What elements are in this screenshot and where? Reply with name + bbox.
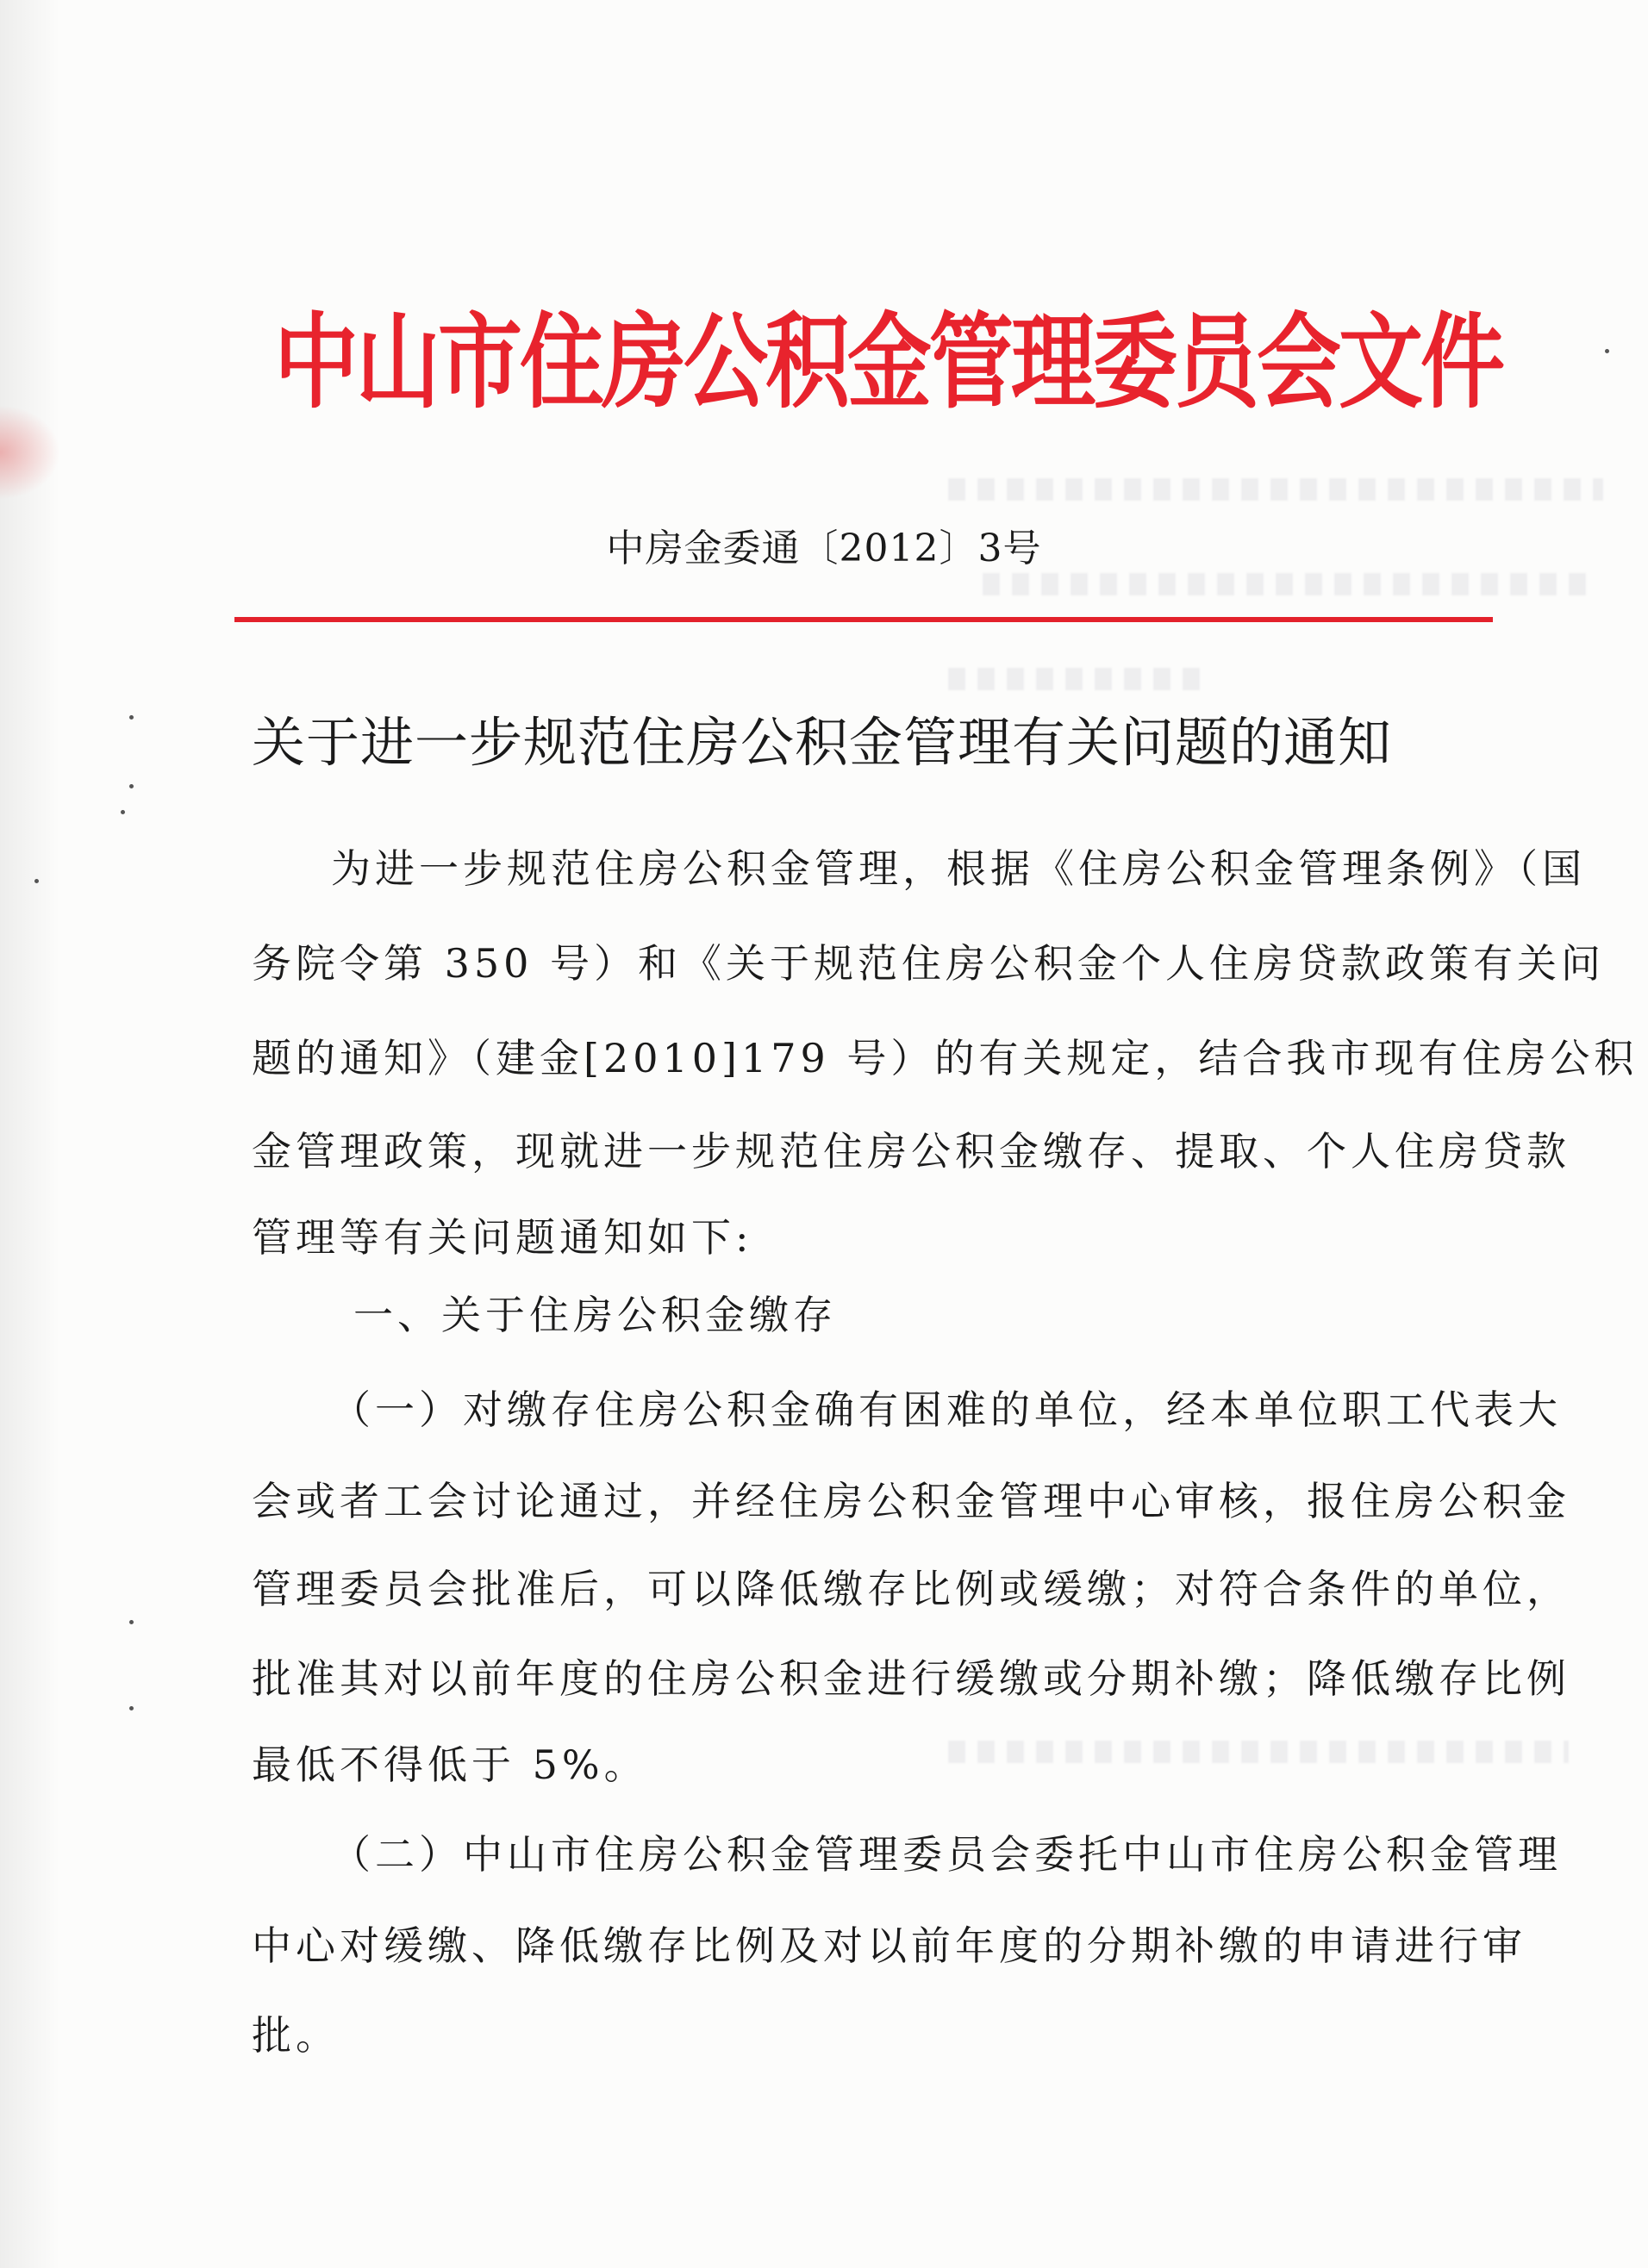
body-line: （二）中山市住房公积金管理委员会委托中山市住房公积金管理 [331, 1831, 1562, 1878]
bleed-through-mark [948, 1741, 1569, 1763]
red-ink-smudge [0, 405, 60, 500]
issuing-authority-header: 中山市住房公积金管理委员会文件 [274, 302, 1503, 423]
scan-edge-shadow [0, 0, 60, 2268]
body-line: 管理等有关问题通知如下: [252, 1214, 753, 1261]
body-line: 务院令第 350 号）和《关于规范住房公积金个人住房贷款政策有关问 [252, 940, 1606, 987]
body-line: 最低不得低于 5%。 [252, 1742, 648, 1788]
document-number: 中房金委通〔2012〕3号 [606, 526, 1042, 570]
body-line: （一）对缴存住房公积金确有困难的单位，经本单位职工代表大 [331, 1386, 1562, 1433]
document-title: 关于进一步规范住房公积金管理有关问题的通知 [252, 711, 1393, 774]
bleed-through-mark [948, 668, 1207, 690]
body-line: 批。 [252, 2012, 340, 2059]
body-line: 为进一步规范住房公积金管理，根据《住房公积金管理条例》（国 [331, 845, 1586, 892]
body-line: 金管理政策，现就进一步规范住房公积金缴存、提取、个人住房贷款 [252, 1128, 1570, 1174]
body-line: 题的通知》（建金[2010]179 号）的有关规定，结合我市现有住房公积 [252, 1035, 1639, 1081]
section-heading: 一、关于住房公积金缴存 [353, 1292, 837, 1338]
body-line: 中心对缓缴、降低缴存比例及对以前年度的分期补缴的申请进行审 [252, 1922, 1526, 1969]
red-separator-line [234, 617, 1493, 622]
body-line: 会或者工会讨论通过，并经住房公积金管理中心审核，报住房公积金 [252, 1478, 1570, 1524]
body-line: 批准其对以前年度的住房公积金进行缓缴或分期补缴；降低缴存比例 [252, 1655, 1570, 1702]
body-line: 管理委员会批准后，可以降低缴存比例或缓缴；对符合条件的单位， [252, 1566, 1570, 1612]
bleed-through-mark [983, 573, 1586, 595]
bleed-through-mark [948, 478, 1603, 501]
